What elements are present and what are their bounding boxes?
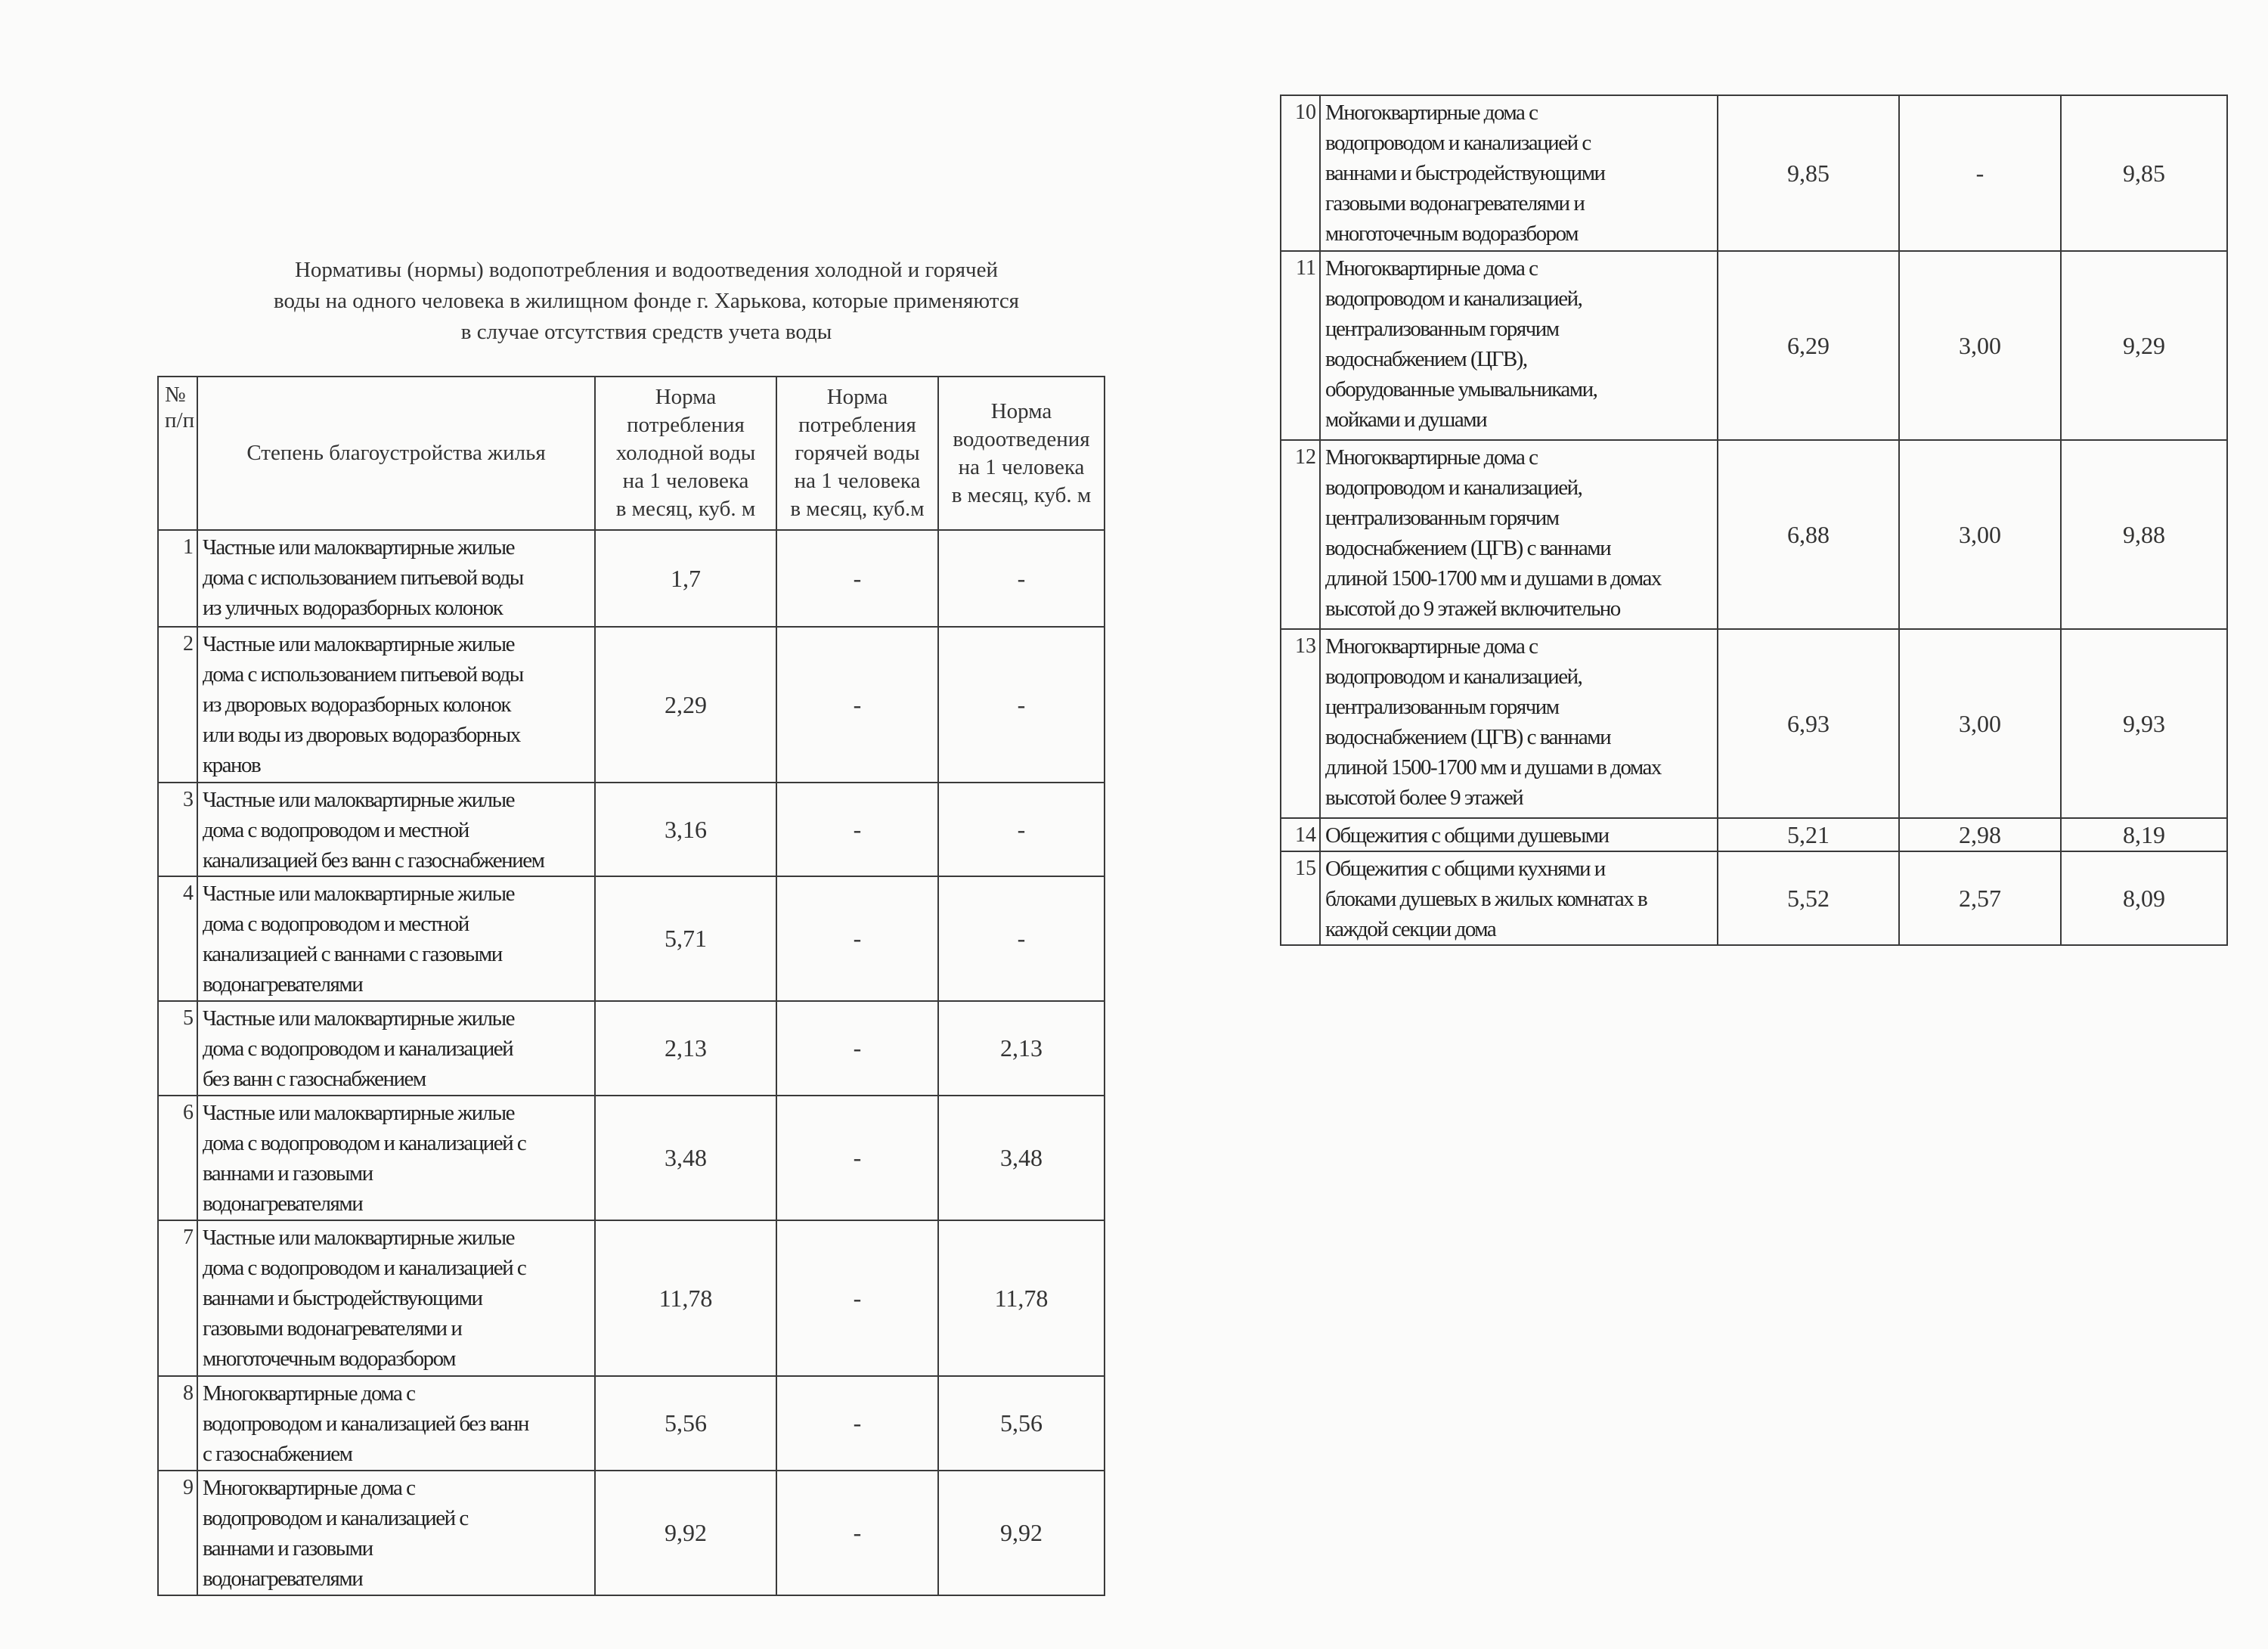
row-description bbox=[197, 530, 595, 627]
description-line: водопроводом и канализацией с bbox=[203, 1506, 468, 1530]
description-line: Частные или малоквартирные жилые bbox=[203, 1101, 514, 1125]
cold-water-value: 9,92 bbox=[595, 1471, 776, 1595]
row-number: 7 bbox=[158, 1220, 197, 1376]
table-row bbox=[1281, 818, 2227, 851]
description-line: Частные или малоквартирные жилые bbox=[203, 1226, 514, 1250]
table-body-right bbox=[1281, 95, 2227, 945]
cold-water-value: 3,16 bbox=[595, 783, 776, 876]
cold-water-value: 6,88 bbox=[1718, 440, 1899, 629]
title-line: воды на одного человека в жилищном фонде г. Харькова, которые применяются bbox=[273, 289, 1020, 313]
description-line: Многоквартирные дома с bbox=[1325, 634, 1538, 659]
description-line: водонагревателями bbox=[203, 1567, 363, 1591]
row-number: 4 bbox=[158, 876, 197, 1001]
drainage-value: 8,09 bbox=[2061, 851, 2227, 945]
header-description: Степень благоустройства жилья bbox=[197, 377, 595, 530]
description-line: Частные или малоквартирные жилые bbox=[203, 632, 514, 656]
description-line: централизованным горячим bbox=[1325, 317, 1559, 341]
cold-water-value: 6,93 bbox=[1718, 629, 1899, 818]
cold-water-value: 2,13 bbox=[595, 1001, 776, 1096]
description-line: каждой секции дома bbox=[1325, 917, 1496, 941]
table-row bbox=[158, 1376, 1105, 1471]
description-line: Общежития с общими душевыми bbox=[1325, 823, 1609, 848]
cold-water-value: 3,48 bbox=[595, 1096, 776, 1220]
header-cold-water: Норма потребления холодной воды на 1 человека в месяц, куб. м bbox=[595, 377, 776, 530]
row-number: 15 bbox=[1281, 851, 1320, 945]
hot-water-value: 3,00 bbox=[1899, 440, 2061, 629]
description-line: газовыми водонагревателями и bbox=[203, 1316, 462, 1341]
row-description bbox=[197, 1376, 595, 1471]
description-line: Многоквартирные дома с bbox=[203, 1381, 415, 1406]
description-line: высотой до 9 этажей включительно bbox=[1325, 597, 1620, 621]
description-line: водонагревателями bbox=[203, 972, 363, 997]
title-line: Нормативы (нормы) водопотребления и водоотведения холодной и горячей bbox=[294, 258, 999, 282]
description-line: многоточечным водоразбором bbox=[203, 1347, 455, 1371]
description-line: дома с водопроводом и канализацией bbox=[203, 1037, 513, 1061]
row-number: 1 bbox=[158, 530, 197, 627]
drainage-value: 9,85 bbox=[2061, 95, 2227, 251]
cold-water-value: 5,56 bbox=[595, 1376, 776, 1471]
table-header-row bbox=[158, 377, 1105, 530]
table-row bbox=[158, 1096, 1105, 1220]
row-description bbox=[1320, 440, 1718, 629]
header-number: № п/п bbox=[158, 377, 197, 530]
row-number: 12 bbox=[1281, 440, 1320, 629]
description-line: длиной 1500-1700 мм и душами в домах bbox=[1325, 566, 1661, 590]
row-description bbox=[1320, 818, 1718, 851]
description-line: дома с водопроводом и канализацией с bbox=[203, 1131, 526, 1155]
row-number: 8 bbox=[158, 1376, 197, 1471]
document-title bbox=[193, 255, 1100, 348]
row-description bbox=[197, 1471, 595, 1595]
description-line: с газоснабжением bbox=[203, 1442, 352, 1466]
table-row bbox=[158, 627, 1105, 783]
row-number: 10 bbox=[1281, 95, 1320, 251]
row-number: 13 bbox=[1281, 629, 1320, 818]
row-number: 14 bbox=[1281, 818, 1320, 851]
cold-water-value: 6,29 bbox=[1718, 251, 1899, 440]
table-row bbox=[1281, 95, 2227, 251]
description-line: Общежития с общими кухнями и bbox=[1325, 857, 1605, 881]
description-line: кранов bbox=[203, 753, 261, 777]
drainage-value: - bbox=[938, 627, 1105, 783]
drainage-value: 3,48 bbox=[938, 1096, 1105, 1220]
description-line: централизованным горячим bbox=[1325, 506, 1559, 530]
cold-water-value: 9,85 bbox=[1718, 95, 1899, 251]
description-line: многоточечным водоразбором bbox=[1325, 222, 1578, 246]
hot-water-value: 3,00 bbox=[1899, 251, 2061, 440]
description-line: высотой более 9 этажей bbox=[1325, 786, 1523, 810]
description-line: оборудованные умывальниками, bbox=[1325, 377, 1597, 401]
row-description bbox=[197, 783, 595, 876]
row-description bbox=[1320, 629, 1718, 818]
hot-water-value: - bbox=[776, 1471, 938, 1595]
row-description bbox=[197, 1096, 595, 1220]
description-line: канализацией без ванн с газоснабжением bbox=[203, 848, 544, 873]
cold-water-value: 5,71 bbox=[595, 876, 776, 1001]
drainage-value: 2,13 bbox=[938, 1001, 1105, 1096]
description-line: Частные или малоквартирные жилые bbox=[203, 535, 514, 559]
drainage-value: - bbox=[938, 876, 1105, 1001]
description-line: централизованным горячим bbox=[1325, 695, 1559, 719]
description-line: ваннами и быстродействующими bbox=[203, 1286, 482, 1310]
description-line: водоснабжением (ЦГВ), bbox=[1325, 347, 1527, 371]
description-line: канализацией с ваннами с газовыми bbox=[203, 942, 502, 966]
row-number: 9 bbox=[158, 1471, 197, 1595]
drainage-value: - bbox=[938, 530, 1105, 627]
hot-water-value: - bbox=[776, 876, 938, 1001]
header-drainage: Норма водоотведения на 1 человека в месяц, куб. м bbox=[938, 377, 1105, 530]
description-line: Многоквартирные дома с bbox=[1325, 101, 1538, 125]
description-line: газовыми водонагревателями и bbox=[1325, 191, 1585, 215]
hot-water-value: - bbox=[776, 1220, 938, 1376]
description-line: без ванн с газоснабжением bbox=[203, 1067, 426, 1091]
cold-water-value: 11,78 bbox=[595, 1220, 776, 1376]
row-number: 6 bbox=[158, 1096, 197, 1220]
norms-table-left bbox=[157, 376, 1105, 1596]
hot-water-value: - bbox=[776, 1376, 938, 1471]
description-line: дома с водопроводом и местной bbox=[203, 912, 469, 936]
hot-water-value: - bbox=[776, 627, 938, 783]
table-row bbox=[1281, 851, 2227, 945]
description-line: водопроводом и канализацией, bbox=[1325, 476, 1582, 500]
description-line: Частные или малоквартирные жилые bbox=[203, 788, 514, 812]
description-line: дома с использованием питьевой воды bbox=[203, 566, 523, 590]
cold-water-value: 5,52 bbox=[1718, 851, 1899, 945]
hot-water-value: 3,00 bbox=[1899, 629, 2061, 818]
table-row bbox=[1281, 440, 2227, 629]
description-line: водопроводом и канализацией без ванн bbox=[203, 1412, 528, 1436]
header-hot-water: Норма потребления горячей воды на 1 человека в месяц, куб.м bbox=[776, 377, 938, 530]
hot-water-value: - bbox=[1899, 95, 2061, 251]
title-line: в случае отсутствия средств учета воды bbox=[460, 320, 832, 344]
row-number: 3 bbox=[158, 783, 197, 876]
description-line: ваннами и быстродействующими bbox=[1325, 161, 1605, 185]
hot-water-value: - bbox=[776, 1096, 938, 1220]
hot-water-value: 2,98 bbox=[1899, 818, 2061, 851]
row-number: 11 bbox=[1281, 251, 1320, 440]
description-line: водоснабжением (ЦГВ) с ваннами bbox=[1325, 536, 1611, 560]
row-number: 2 bbox=[158, 627, 197, 783]
description-line: Частные или малоквартирные жилые bbox=[203, 882, 514, 906]
row-description bbox=[1320, 251, 1718, 440]
description-line: Многоквартирные дома с bbox=[1325, 445, 1538, 470]
description-line: блоками душевых в жилых комнатах в bbox=[1325, 887, 1647, 911]
table-row bbox=[1281, 629, 2227, 818]
drainage-value: - bbox=[938, 783, 1105, 876]
table-row bbox=[158, 783, 1105, 876]
description-line: мойками и душами bbox=[1325, 408, 1487, 432]
table-row bbox=[158, 876, 1105, 1001]
drainage-value: 9,88 bbox=[2061, 440, 2227, 629]
drainage-value: 5,56 bbox=[938, 1376, 1105, 1471]
description-line: водопроводом и канализацией, bbox=[1325, 287, 1582, 311]
hot-water-value: 2,57 bbox=[1899, 851, 2061, 945]
table-row bbox=[158, 1471, 1105, 1595]
table-body-left bbox=[158, 530, 1105, 1595]
description-line: Многоквартирные дома с bbox=[1325, 256, 1538, 281]
cold-water-value: 1,7 bbox=[595, 530, 776, 627]
table-row bbox=[158, 1001, 1105, 1096]
description-line: водопроводом и канализацией с bbox=[1325, 131, 1591, 155]
drainage-value: 8,19 bbox=[2061, 818, 2227, 851]
description-line: ваннами и газовыми bbox=[203, 1536, 373, 1561]
description-line: Многоквартирные дома с bbox=[203, 1476, 415, 1500]
table-row bbox=[1281, 251, 2227, 440]
cold-water-value: 5,21 bbox=[1718, 818, 1899, 851]
description-line: водонагревателями bbox=[203, 1192, 363, 1216]
hot-water-value: - bbox=[776, 1001, 938, 1096]
cold-water-value: 2,29 bbox=[595, 627, 776, 783]
drainage-value: 9,92 bbox=[938, 1471, 1105, 1595]
description-line: водоснабжением (ЦГВ) с ваннами bbox=[1325, 725, 1611, 749]
description-line: ваннами и газовыми bbox=[203, 1161, 373, 1186]
drainage-value: 11,78 bbox=[938, 1220, 1105, 1376]
hot-water-value: - bbox=[776, 783, 938, 876]
row-description bbox=[197, 1220, 595, 1376]
description-line: из уличных водоразборных колонок bbox=[203, 596, 503, 620]
norms-table-right bbox=[1280, 95, 2228, 946]
description-line: дома с использованием питьевой воды bbox=[203, 662, 523, 687]
row-description bbox=[1320, 851, 1718, 945]
row-description bbox=[1320, 95, 1718, 251]
row-description bbox=[197, 627, 595, 783]
description-line: длиной 1500-1700 мм и душами в домах bbox=[1325, 755, 1661, 780]
description-line: или воды из дворовых водоразборных bbox=[203, 723, 520, 747]
drainage-value: 9,29 bbox=[2061, 251, 2227, 440]
description-line: Частные или малоквартирные жилые bbox=[203, 1006, 514, 1031]
hot-water-value: - bbox=[776, 530, 938, 627]
table-row bbox=[158, 1220, 1105, 1376]
table-row bbox=[158, 530, 1105, 627]
description-line: дома с водопроводом и канализацией с bbox=[203, 1256, 526, 1280]
row-description bbox=[197, 1001, 595, 1096]
drainage-value: 9,93 bbox=[2061, 629, 2227, 818]
row-description bbox=[197, 876, 595, 1001]
description-line: дома с водопроводом и местной bbox=[203, 818, 469, 842]
description-line: из дворовых водоразборных колонок bbox=[203, 693, 510, 717]
row-number: 5 bbox=[158, 1001, 197, 1096]
description-line: водопроводом и канализацией, bbox=[1325, 665, 1582, 689]
